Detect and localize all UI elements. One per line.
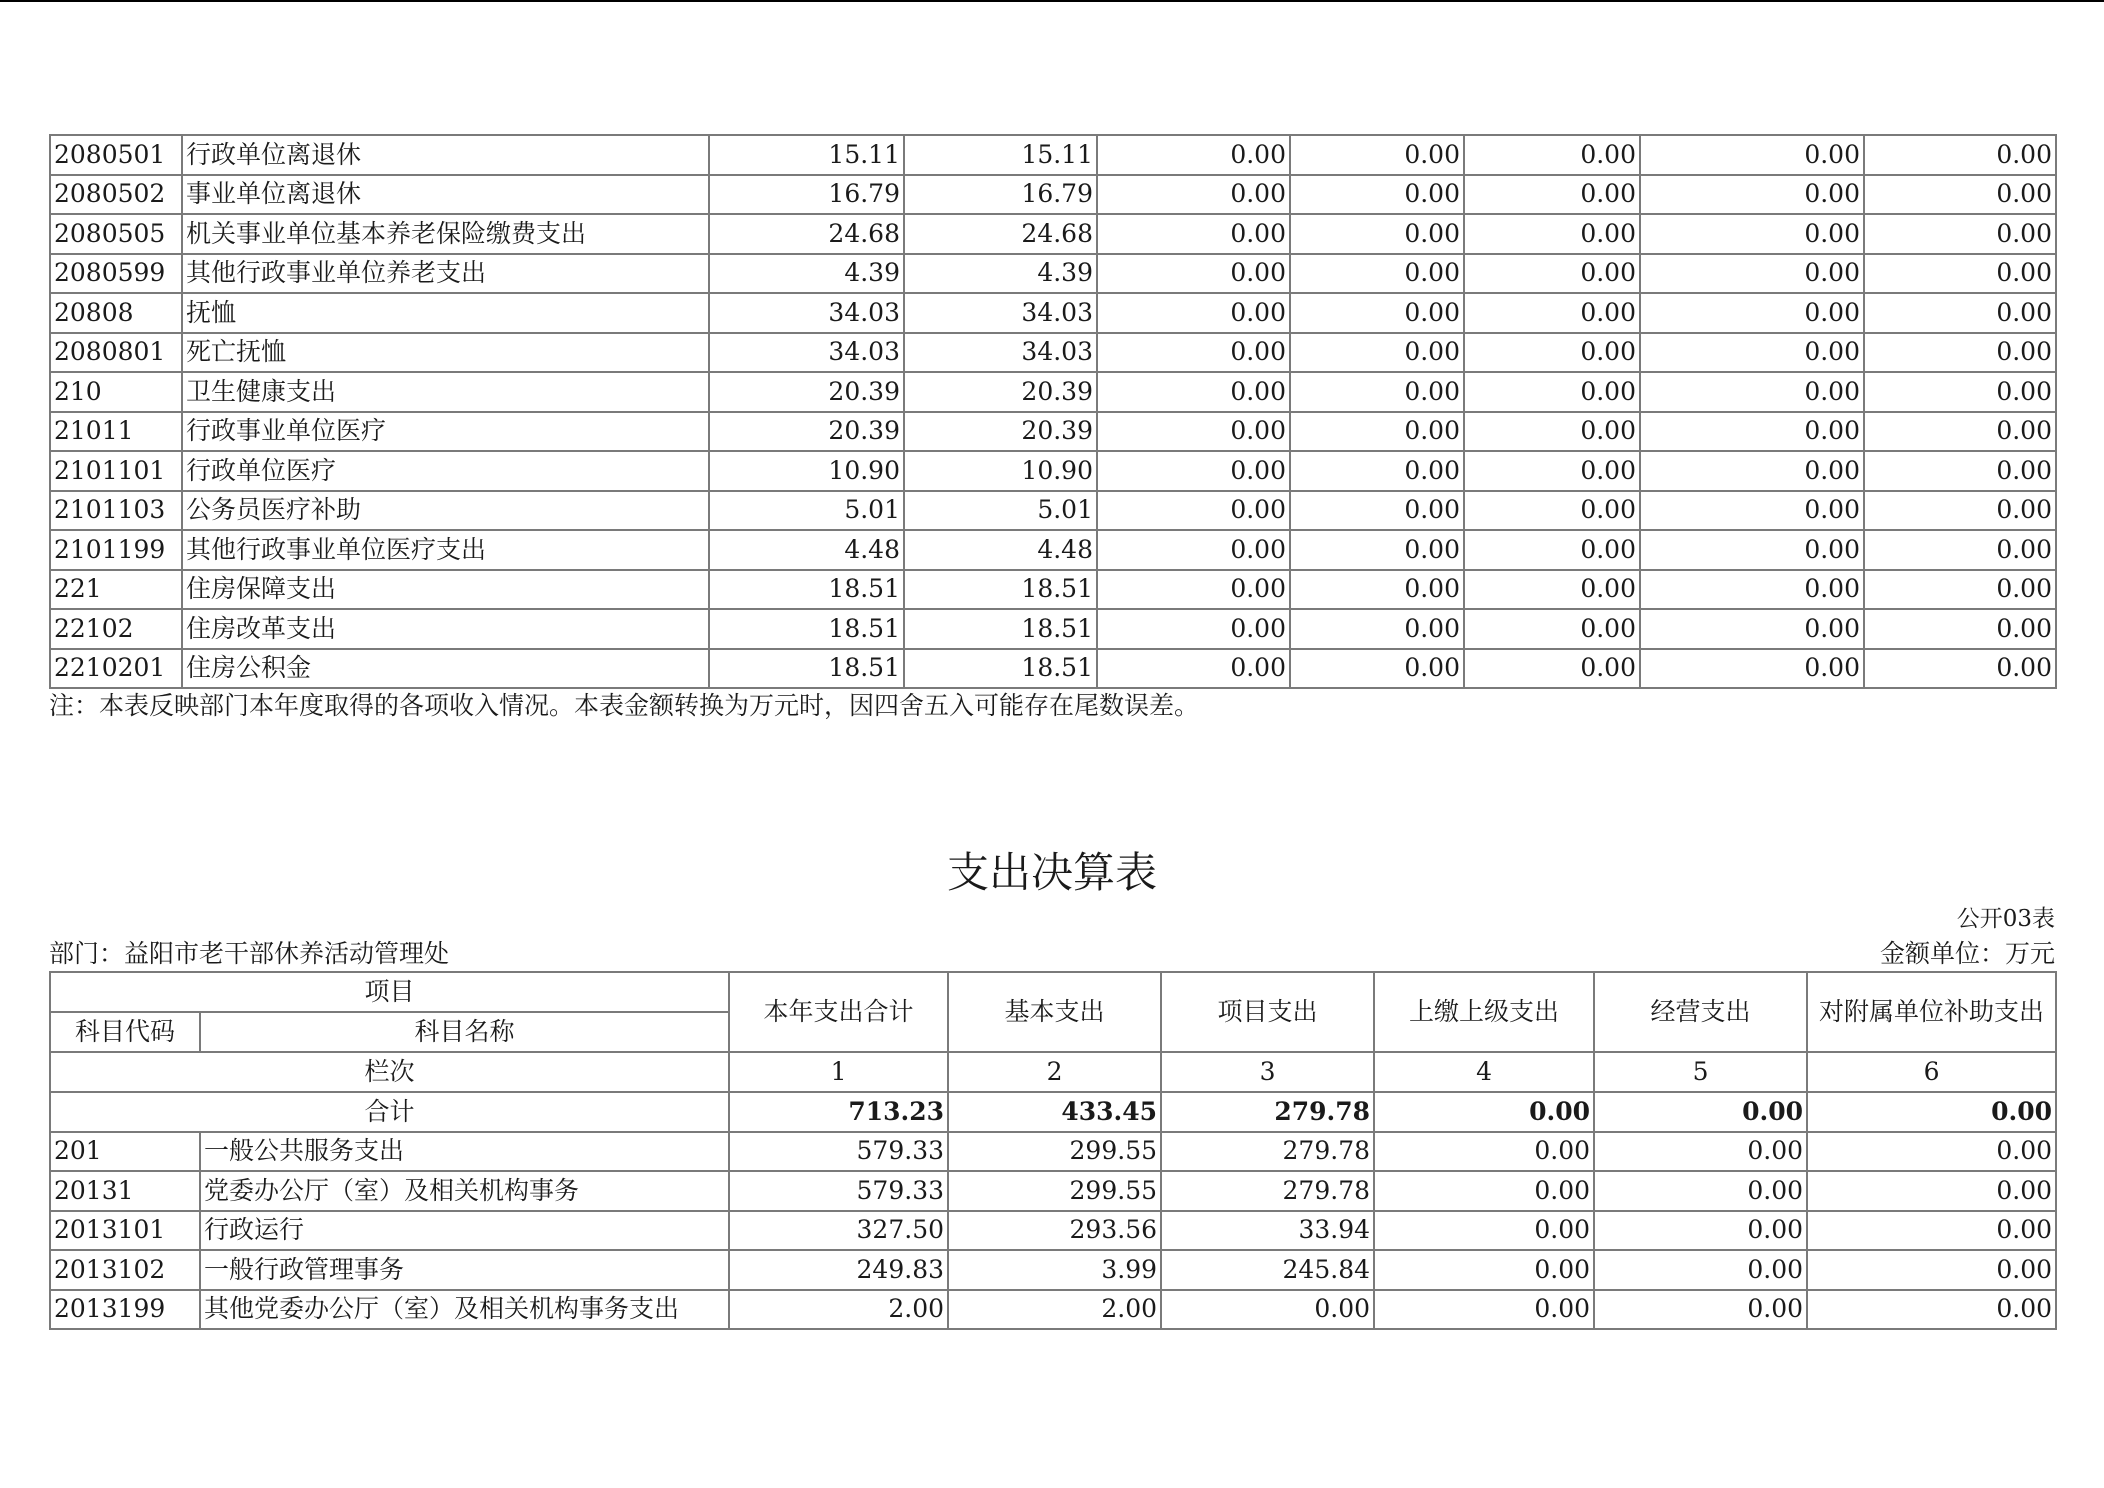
table-note: 注：本表反映部门本年度取得的各项收入情况。本表金额转换为万元时，因四舍五入可能存在尾数误差。 (49, 691, 1200, 720)
subject-name: 行政单位离退休 (182, 135, 709, 175)
amount-cell: 0.00 (1161, 1290, 1374, 1330)
amount-cell: 0.00 (1097, 451, 1290, 491)
amount-cell: 0.00 (1290, 214, 1464, 254)
amount-cell: 0.00 (1464, 214, 1640, 254)
amount-cell: 15.11 (709, 135, 904, 175)
table-row (50, 1250, 2056, 1290)
header-col-5: 经营支出 (1594, 972, 1807, 1052)
amount-cell: 18.51 (904, 570, 1097, 610)
table-row (50, 451, 2056, 491)
amount-cell: 0.00 (1864, 372, 2056, 412)
amount-cell: 18.51 (709, 649, 904, 689)
amount-cell: 0.00 (1097, 491, 1290, 531)
amount-cell: 0.00 (1640, 293, 1864, 333)
amount-cell: 18.51 (709, 609, 904, 649)
amount-cell: 0.00 (1464, 135, 1640, 175)
header-name: 科目名称 (200, 1012, 729, 1052)
amount-cell: 0.00 (1097, 135, 1290, 175)
line-number: 3 (1161, 1052, 1374, 1092)
subject-name: 住房改革支出 (182, 609, 709, 649)
amount-cell: 0.00 (1097, 530, 1290, 570)
amount-cell: 18.51 (709, 570, 904, 610)
amount-cell: 0.00 (1097, 293, 1290, 333)
amount-cell: 0.00 (1594, 1171, 1807, 1211)
header-row-1 (50, 972, 2056, 1012)
form-number: 公开03表 (1956, 906, 2055, 932)
amount-cell: 0.00 (1464, 649, 1640, 689)
total-value: 279.78 (1161, 1092, 1374, 1132)
amount-cell: 0.00 (1290, 609, 1464, 649)
amount-cell: 0.00 (1640, 570, 1864, 610)
amount-cell: 0.00 (1290, 175, 1464, 215)
amount-cell: 0.00 (1864, 135, 2056, 175)
subject-name: 其他党委办公厅（室）及相关机构事务支出 (200, 1290, 729, 1330)
table-row (50, 254, 2056, 294)
amount-cell: 0.00 (1640, 530, 1864, 570)
subject-name: 行政运行 (200, 1211, 729, 1251)
subject-code: 2101199 (50, 530, 182, 570)
subject-name: 卫生健康支出 (182, 372, 709, 412)
total-label: 合计 (50, 1092, 729, 1132)
amount-cell: 0.00 (1807, 1290, 2056, 1330)
subject-code: 2013101 (50, 1211, 200, 1251)
amount-cell: 0.00 (1290, 372, 1464, 412)
table-row (50, 333, 2056, 373)
subject-name: 住房保障支出 (182, 570, 709, 610)
subject-name: 机关事业单位基本养老保险缴费支出 (182, 214, 709, 254)
amount-cell: 34.03 (709, 293, 904, 333)
amount-cell: 0.00 (1464, 491, 1640, 531)
amount-cell: 0.00 (1640, 135, 1864, 175)
amount-cell: 0.00 (1290, 649, 1464, 689)
income-table-continued (49, 134, 2057, 689)
amount-cell: 34.03 (904, 333, 1097, 373)
subject-name: 其他行政事业单位养老支出 (182, 254, 709, 294)
amount-cell: 0.00 (1594, 1211, 1807, 1251)
amount-cell: 5.01 (709, 491, 904, 531)
amount-cell: 0.00 (1464, 412, 1640, 452)
amount-cell: 24.68 (709, 214, 904, 254)
amount-cell: 16.79 (709, 175, 904, 215)
table-row (50, 649, 2056, 689)
subject-code: 221 (50, 570, 182, 610)
amount-cell: 0.00 (1864, 254, 2056, 294)
subject-name: 事业单位离退休 (182, 175, 709, 215)
header-item: 项目 (50, 972, 729, 1012)
table-row (50, 1171, 2056, 1211)
amount-cell: 0.00 (1290, 412, 1464, 452)
amount-cell: 0.00 (1807, 1132, 2056, 1172)
subject-name: 党委办公厅（室）及相关机构事务 (200, 1171, 729, 1211)
amount-cell: 0.00 (1640, 491, 1864, 531)
page-title: 支出决算表 (946, 848, 1157, 897)
amount-unit-label: 金额单位：万元 (1879, 939, 2055, 968)
subject-code: 20808 (50, 293, 182, 333)
table-row (50, 293, 2056, 333)
subject-code: 2013199 (50, 1290, 200, 1330)
line-number-row (50, 1052, 2056, 1092)
amount-cell: 15.11 (904, 135, 1097, 175)
amount-cell: 0.00 (1374, 1211, 1594, 1251)
subject-code: 210 (50, 372, 182, 412)
amount-cell: 10.90 (709, 451, 904, 491)
amount-cell: 0.00 (1640, 214, 1864, 254)
amount-cell: 0.00 (1290, 491, 1464, 531)
amount-cell: 0.00 (1594, 1132, 1807, 1172)
line-number: 4 (1374, 1052, 1594, 1092)
amount-cell: 0.00 (1464, 451, 1640, 491)
amount-cell: 0.00 (1864, 649, 2056, 689)
subject-code: 2101103 (50, 491, 182, 531)
amount-cell: 5.01 (904, 491, 1097, 531)
header-col-1: 本年支出合计 (729, 972, 948, 1052)
header-col-6: 对附属单位补助支出 (1807, 972, 2056, 1052)
subject-code: 2013102 (50, 1250, 200, 1290)
amount-cell: 0.00 (1807, 1171, 2056, 1211)
department-label: 部门：益阳市老干部休养活动管理处 (49, 939, 450, 968)
header-col-3: 项目支出 (1161, 972, 1374, 1052)
amount-cell: 0.00 (1097, 254, 1290, 294)
amount-cell: 0.00 (1864, 491, 2056, 531)
amount-cell: 0.00 (1640, 609, 1864, 649)
table-row (50, 1290, 2056, 1330)
subject-name: 住房公积金 (182, 649, 709, 689)
amount-cell: 20.39 (709, 372, 904, 412)
amount-cell: 0.00 (1864, 175, 2056, 215)
amount-cell: 4.48 (709, 530, 904, 570)
subject-name: 抚恤 (182, 293, 709, 333)
subject-code: 21011 (50, 412, 182, 452)
header-code: 科目代码 (50, 1012, 200, 1052)
amount-cell: 2.00 (948, 1290, 1161, 1330)
subject-code: 2080501 (50, 135, 182, 175)
amount-cell: 20.39 (709, 412, 904, 452)
subject-code: 201 (50, 1132, 200, 1172)
amount-cell: 10.90 (904, 451, 1097, 491)
amount-cell: 34.03 (709, 333, 904, 373)
expenditure-table-header (50, 972, 2056, 1132)
amount-cell: 0.00 (1374, 1250, 1594, 1290)
amount-cell: 327.50 (729, 1211, 948, 1251)
page-top-border (0, 0, 2104, 2)
total-value: 0.00 (1374, 1092, 1594, 1132)
subject-name: 一般公共服务支出 (200, 1132, 729, 1172)
amount-cell: 0.00 (1464, 609, 1640, 649)
amount-cell: 0.00 (1290, 293, 1464, 333)
amount-cell: 0.00 (1640, 333, 1864, 373)
table-row (50, 1132, 2056, 1172)
amount-cell: 3.99 (948, 1250, 1161, 1290)
subject-name: 一般行政管理事务 (200, 1250, 729, 1290)
subject-code: 2210201 (50, 649, 182, 689)
table-row (50, 372, 2056, 412)
amount-cell: 20.39 (904, 412, 1097, 452)
amount-cell: 0.00 (1807, 1211, 2056, 1251)
amount-cell: 0.00 (1374, 1290, 1594, 1330)
amount-cell: 0.00 (1097, 412, 1290, 452)
amount-cell: 2.00 (729, 1290, 948, 1330)
subject-name: 死亡抚恤 (182, 333, 709, 373)
amount-cell: 0.00 (1864, 214, 2056, 254)
amount-cell: 0.00 (1864, 412, 2056, 452)
table-row (50, 609, 2056, 649)
subject-code: 22102 (50, 609, 182, 649)
amount-cell: 0.00 (1464, 175, 1640, 215)
amount-cell: 4.48 (904, 530, 1097, 570)
total-row (50, 1092, 2056, 1132)
amount-cell: 0.00 (1097, 214, 1290, 254)
amount-cell: 4.39 (904, 254, 1097, 294)
amount-cell: 18.51 (904, 649, 1097, 689)
subject-name: 公务员医疗补助 (182, 491, 709, 531)
table-row (50, 530, 2056, 570)
expenditure-table-body (50, 1132, 2056, 1330)
subject-code: 2080505 (50, 214, 182, 254)
amount-cell: 245.84 (1161, 1250, 1374, 1290)
amount-cell: 0.00 (1640, 649, 1864, 689)
amount-cell: 0.00 (1464, 293, 1640, 333)
amount-cell: 0.00 (1464, 333, 1640, 373)
amount-cell: 0.00 (1594, 1290, 1807, 1330)
table-row (50, 491, 2056, 531)
amount-cell: 0.00 (1640, 412, 1864, 452)
expenditure-table (49, 971, 2057, 1330)
amount-cell: 0.00 (1290, 333, 1464, 373)
amount-cell: 0.00 (1864, 451, 2056, 491)
amount-cell: 24.68 (904, 214, 1097, 254)
amount-cell: 0.00 (1640, 254, 1864, 294)
amount-cell: 0.00 (1464, 372, 1640, 412)
amount-cell: 0.00 (1290, 530, 1464, 570)
amount-cell: 0.00 (1807, 1250, 2056, 1290)
amount-cell: 4.39 (709, 254, 904, 294)
amount-cell: 0.00 (1097, 372, 1290, 412)
total-value: 0.00 (1594, 1092, 1807, 1132)
amount-cell: 0.00 (1097, 649, 1290, 689)
amount-cell: 0.00 (1290, 135, 1464, 175)
amount-cell: 579.33 (729, 1132, 948, 1172)
amount-cell: 293.56 (948, 1211, 1161, 1251)
amount-cell: 0.00 (1290, 254, 1464, 294)
table-row (50, 412, 2056, 452)
total-value: 433.45 (948, 1092, 1161, 1132)
total-value: 0.00 (1807, 1092, 2056, 1132)
line-number: 5 (1594, 1052, 1807, 1092)
table-row (50, 570, 2056, 610)
amount-cell: 0.00 (1594, 1250, 1807, 1290)
amount-cell: 0.00 (1374, 1171, 1594, 1211)
amount-cell: 0.00 (1640, 451, 1864, 491)
amount-cell: 0.00 (1640, 372, 1864, 412)
amount-cell: 0.00 (1290, 570, 1464, 610)
subject-name: 行政单位医疗 (182, 451, 709, 491)
table-row (50, 175, 2056, 215)
amount-cell: 0.00 (1864, 530, 2056, 570)
line-number: 2 (948, 1052, 1161, 1092)
amount-cell: 20.39 (904, 372, 1097, 412)
table-row (50, 135, 2056, 175)
total-value: 713.23 (729, 1092, 948, 1132)
amount-cell: 299.55 (948, 1132, 1161, 1172)
amount-cell: 279.78 (1161, 1132, 1374, 1172)
header-col-2: 基本支出 (948, 972, 1161, 1052)
income-table-body (50, 135, 2056, 688)
amount-cell: 18.51 (904, 609, 1097, 649)
amount-cell: 0.00 (1374, 1132, 1594, 1172)
amount-cell: 0.00 (1290, 451, 1464, 491)
amount-cell: 34.03 (904, 293, 1097, 333)
amount-cell: 0.00 (1464, 254, 1640, 294)
amount-cell: 579.33 (729, 1171, 948, 1211)
amount-cell: 0.00 (1640, 175, 1864, 215)
amount-cell: 0.00 (1097, 609, 1290, 649)
amount-cell: 0.00 (1097, 333, 1290, 373)
header-col-4: 上缴上级支出 (1374, 972, 1594, 1052)
amount-cell: 0.00 (1097, 175, 1290, 215)
table-row (50, 214, 2056, 254)
subject-code: 2080502 (50, 175, 182, 215)
subject-code: 2101101 (50, 451, 182, 491)
subject-code: 2080599 (50, 254, 182, 294)
amount-cell: 279.78 (1161, 1171, 1374, 1211)
amount-cell: 16.79 (904, 175, 1097, 215)
amount-cell: 0.00 (1864, 333, 2056, 373)
subject-code: 2080801 (50, 333, 182, 373)
subject-name: 行政事业单位医疗 (182, 412, 709, 452)
amount-cell: 249.83 (729, 1250, 948, 1290)
line-label: 栏次 (50, 1052, 729, 1092)
amount-cell: 299.55 (948, 1171, 1161, 1211)
line-number: 6 (1807, 1052, 2056, 1092)
line-number: 1 (729, 1052, 948, 1092)
amount-cell: 0.00 (1864, 609, 2056, 649)
amount-cell: 0.00 (1464, 530, 1640, 570)
amount-cell: 0.00 (1864, 570, 2056, 610)
amount-cell: 33.94 (1161, 1211, 1374, 1251)
amount-cell: 0.00 (1097, 570, 1290, 610)
subject-name: 其他行政事业单位医疗支出 (182, 530, 709, 570)
table-row (50, 1211, 2056, 1251)
amount-cell: 0.00 (1464, 570, 1640, 610)
amount-cell: 0.00 (1864, 293, 2056, 333)
subject-code: 20131 (50, 1171, 200, 1211)
